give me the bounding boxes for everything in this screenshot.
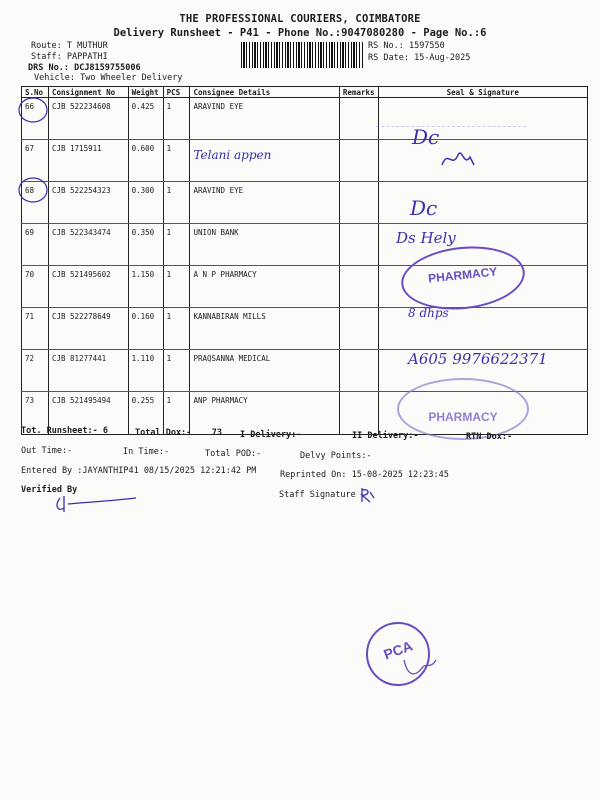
cell-remarks [339, 224, 378, 266]
route-value: T MUTHUR [66, 41, 108, 51]
cell-consignee: A N P PHARMACY [190, 266, 339, 308]
cell-pcs: 1 [163, 140, 190, 182]
rs-no-line: RS No.: 1597550 [368, 41, 445, 51]
signature-row67 [438, 145, 478, 175]
signature-row68: Dc [410, 196, 438, 220]
drs-line: DRS No.: DCJ8159755006 [28, 63, 141, 73]
cell-consignee: PRAQSANNA MEDICAL [190, 350, 339, 392]
cell-pcs: 1 [163, 98, 190, 140]
cell-remarks [339, 308, 378, 350]
route-line: Route: T MUTHUR [31, 41, 108, 51]
table-row [22, 182, 588, 224]
cell-weight: 1.150 [128, 266, 163, 308]
cell-remarks [339, 98, 378, 140]
vehicle-value: Two Wheeler Delivery [80, 73, 183, 83]
rs-no-value: 1597550 [408, 41, 445, 51]
staff-line: Staff: PAPPATHI [31, 52, 108, 62]
pharmacy-stamp-text: PHARMACY [427, 264, 498, 286]
cell-pcs: 1 [163, 392, 190, 435]
staff-signature-label: Staff Signature [279, 490, 356, 500]
cell-sno: 73 [22, 392, 49, 435]
circle-mark-66 [16, 95, 50, 125]
cell-remarks [339, 350, 378, 392]
signature-row66: Dc [412, 125, 440, 149]
cell-remarks [339, 140, 378, 182]
i-delivery: I Delivery:- [240, 430, 302, 440]
col-header-remarks: Remarks [339, 87, 378, 98]
staff-signature-mark [356, 484, 380, 506]
reprinted-on: Reprinted On: 15-08-2025 12:23:45 [280, 470, 449, 480]
tot-runsheet: Tot. Runsheet:- 6 [21, 426, 108, 436]
cell-weight: 1.110 [128, 350, 163, 392]
cell-consignment: CJB 81277441 [48, 350, 128, 392]
cell-weight: 0.160 [128, 308, 163, 350]
cell-consignee: KANNABIRAN MILLS [190, 308, 339, 350]
cell-sno: 69 [22, 224, 49, 266]
entered-by: Entered By :JAYANTHIP41 08/15/2025 12:21:42 PM [21, 466, 257, 476]
drs-value: DCJ8159755006 [74, 63, 141, 73]
cell-weight: 0.600 [128, 140, 163, 182]
delvy-points: Delvy Points:- [300, 451, 372, 461]
cell-weight: 0.300 [128, 182, 163, 224]
pharmacy-stamp-2-text: PHARMACY [428, 410, 498, 424]
cell-pcs: 1 [163, 224, 190, 266]
cell-consignee: ANP PHARMACY [190, 392, 339, 435]
cell-pcs: 1 [163, 266, 190, 308]
col-header-seal: Seal & Signature [378, 87, 587, 98]
rs-date-line: RS Date: 15-Aug-2025 [368, 53, 471, 63]
ii-delivery: II Delivery:- [352, 431, 419, 441]
total-dox-value: 73 [211, 428, 223, 438]
col-header-sno: S.No [22, 87, 49, 98]
company-title: THE PROFESSIONAL COURIERS, COIMBATORE [179, 13, 421, 25]
in-time: In Time:- [123, 447, 170, 457]
verified-signature [50, 492, 140, 516]
total-dox-line: Total Dox:- 73 [135, 428, 223, 438]
out-time: Out Time:- [21, 446, 73, 456]
cell-pcs: 1 [163, 308, 190, 350]
cell-consignee: UNION BANK [190, 224, 339, 266]
rtn-dox: RTN Dox:- [466, 432, 513, 442]
cell-remarks [339, 182, 378, 224]
cell-weight: 0.425 [128, 98, 163, 140]
cell-sno: 70 [22, 266, 49, 308]
barcode [241, 42, 364, 68]
cell-consignment: CJB 521495494 [48, 392, 128, 435]
table-row [22, 308, 588, 350]
cell-pcs: 1 [163, 350, 190, 392]
cell-pcs: 1 [163, 182, 190, 224]
cell-consignment: CJB 521495602 [48, 266, 128, 308]
col-header-consignment: Consignment No [48, 87, 128, 98]
cell-consignee [190, 140, 339, 182]
handwritten-note-row71: 8 dhps [408, 306, 449, 320]
col-header-weight: Weight [128, 87, 163, 98]
cell-consignment: CJB 522278649 [48, 308, 128, 350]
cell-sno: 67 [22, 140, 49, 182]
col-header-pcs: PCS [163, 87, 190, 98]
cell-sno: 66 [22, 98, 49, 140]
cell-consignee: ARAVIND EYE [190, 182, 339, 224]
runsheet-subtitle: Delivery Runsheet - P41 - Phone No.:9047080280 - Page No.:6 [113, 27, 487, 39]
pca-stamp-text: PCA [381, 637, 415, 663]
table-header-row [22, 87, 588, 98]
cell-remarks [339, 392, 378, 435]
handwritten-consignee: Telani appen [193, 148, 272, 162]
circle-mark-68 [16, 175, 50, 205]
vehicle-line: Vehicle: Two Wheeler Delivery [34, 73, 183, 83]
cell-remarks [339, 266, 378, 308]
col-header-consignee: Consignee Details [190, 87, 339, 98]
cell-consignment: CJB 522343474 [48, 224, 128, 266]
cell-sno: 68 [22, 182, 49, 224]
pca-signature [400, 650, 440, 680]
rs-date-value: 15-Aug-2025 [414, 53, 471, 63]
total-pod: Total POD:- [205, 449, 262, 459]
handwritten-phone-row72: A605 9976622371 [408, 350, 548, 368]
cell-weight: 0.350 [128, 224, 163, 266]
cell-sno: 71 [22, 308, 49, 350]
cell-consignment: CJB 1715911 [48, 140, 128, 182]
cell-consignment: CJB 522234608 [48, 98, 128, 140]
verified-by: Verified By [21, 485, 78, 495]
staff-value: PAPPATHI [66, 52, 108, 62]
handwritten-note-row69: Ds Hely [396, 229, 456, 247]
cell-consignee: ARAVIND EYE [190, 98, 339, 140]
cell-weight: 0.255 [128, 392, 163, 435]
cell-sno: 72 [22, 350, 49, 392]
cell-consignment: CJB 522254323 [48, 182, 128, 224]
